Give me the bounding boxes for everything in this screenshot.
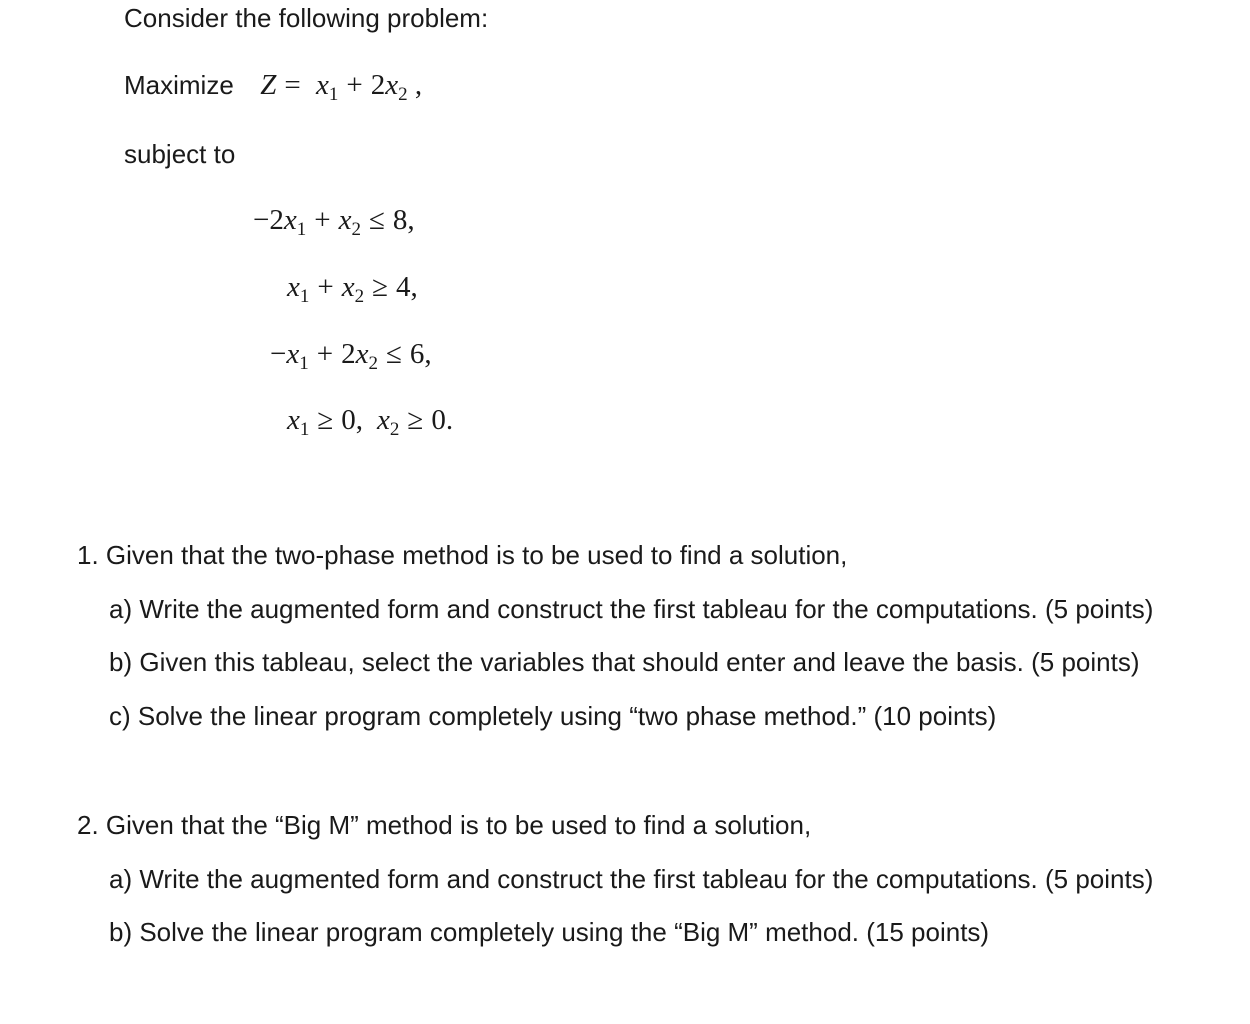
constraint-3-rel: ≤ (385, 338, 402, 370)
constraint-2-sub2: 2 (354, 286, 365, 307)
constraint-1-sub1: 1 (296, 219, 307, 240)
nonneg-sub1: 1 (299, 419, 310, 440)
objective-tail: , (414, 69, 423, 101)
constraint-1-prefix: −2 (253, 204, 284, 236)
constraint-2-var2: x (341, 271, 355, 303)
objective-expression (260, 69, 423, 105)
intro-text: Consider the following problem: (124, 3, 489, 33)
constraint-2-op: + (317, 271, 334, 303)
question-1a: a) Write the augmented form and construct the first tableau for the computations. (5 points) (109, 594, 1154, 624)
constraint-3-sub2: 2 (368, 353, 378, 374)
constraint-2-var1: x (287, 271, 300, 303)
constraint-3-op: + (316, 338, 334, 370)
question-2-title: 2. Given that the “Big M” method is to be used to find a solution, (77, 810, 812, 840)
objective-line (124, 68, 423, 105)
maximize-keyword: Maximize (124, 70, 234, 100)
objective-coef2: 2 (370, 69, 386, 101)
subject-to-label: subject to (124, 139, 236, 169)
question-1b: b) Given this tableau, select the variables that should enter and leave the basis. (5 points) (109, 647, 1140, 677)
objective-plus: + (346, 69, 363, 101)
nonneg-var1: x (287, 404, 300, 436)
question-2b: b) Solve the linear program completely using the “Big M” method. (15 points) (109, 917, 990, 947)
constraint-3-sub1: 1 (299, 353, 309, 374)
constraint-3-var2: x (355, 338, 369, 370)
constraint-1-var1: x (283, 204, 297, 236)
constraint-3-var1: x (286, 338, 300, 370)
constraint-1 (253, 203, 415, 240)
question-1-title: 1. Given that the two-phase method is to be used to find a solution, (77, 540, 848, 570)
constraint-1-op: + (314, 204, 331, 236)
constraint-2-rhs: 4, (396, 271, 418, 303)
nonneg-rel1: ≥ (317, 404, 334, 436)
objective-var2: x (385, 69, 399, 101)
objective-var1: x (316, 69, 329, 101)
constraint-3-rhs: 6, (409, 338, 432, 370)
objective-sub2: 2 (398, 84, 408, 105)
constraint-1-rhs: 8, (392, 204, 415, 236)
constraint-2-sub1: 1 (299, 286, 310, 307)
question-2a: a) Write the augmented form and construct the first tableau for the computations. (5 points) (109, 864, 1154, 894)
constraint-3 (270, 337, 432, 374)
constraint-3-coef2: 2 (341, 338, 356, 370)
objective-z: Z (260, 69, 277, 101)
objective-eq: = (284, 69, 301, 101)
nonnegativity-constraint (287, 403, 454, 440)
constraint-2 (287, 270, 418, 307)
constraint-1-sub2: 2 (351, 219, 361, 240)
question-1c: c) Solve the linear program completely using “two phase method.” (10 points) (109, 701, 997, 731)
constraint-2-rel: ≥ (372, 271, 389, 303)
objective-sub1: 1 (328, 84, 339, 105)
nonneg-var2: x (377, 404, 390, 436)
nonneg-rel2: ≥ (407, 404, 424, 436)
constraint-3-prefix: − (270, 338, 287, 370)
nonneg-rhs1: 0, (341, 404, 364, 436)
constraint-1-rel: ≤ (368, 204, 385, 236)
constraint-1-var2: x (338, 204, 352, 236)
nonneg-rhs2: 0. (431, 404, 454, 436)
nonneg-sub2: 2 (389, 419, 400, 440)
